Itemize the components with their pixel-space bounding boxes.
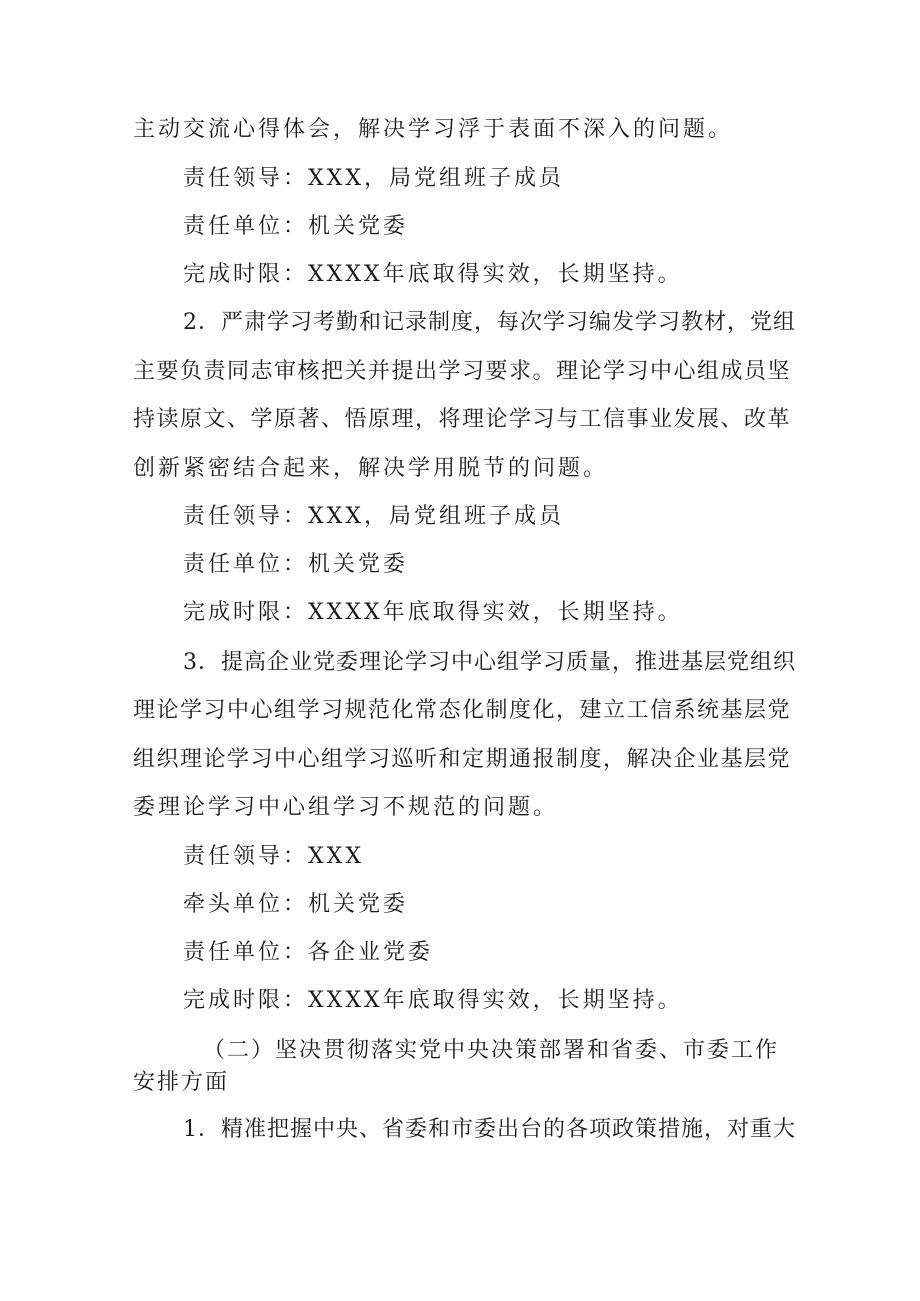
section-heading-cont: 安排方面 — [133, 1070, 230, 1095]
responsible-leader: 责任领导：XXX，局党组班子成员 — [183, 166, 564, 191]
responsible-leader: 责任领导：XXX，局党组班子成员 — [183, 504, 564, 529]
responsible-leader: 责任领导：XXX — [183, 844, 364, 869]
body-text-line: 持读原文、学原著、悟原理，将理论学习与工信事业发展、改革 — [133, 407, 792, 432]
deadline: 完成时限：XXXX年底取得实效，长期坚持。 — [183, 600, 683, 625]
deadline: 完成时限：XXXX年底取得实效，长期坚持。 — [183, 262, 683, 287]
body-text-line: 组织理论学习中心组学习巡听和定期通报制度，解决企业基层党 — [133, 747, 792, 772]
body-text-line: 理论学习中心组学习规范化常态化制度化，建立工信系统基层党 — [133, 698, 792, 723]
responsible-unit: 责任单位：机关党委 — [183, 552, 409, 577]
responsible-unit: 责任单位：各企业党委 — [183, 940, 434, 965]
body-text-line: 主动交流心得体会，解决学习浮于表面不深入的问题。 — [133, 117, 734, 142]
body-text-line: 主要负责同志审核把关并提出学习要求。理论学习中心组成员坚 — [133, 359, 792, 384]
section-heading: （二）坚决贯彻落实党中央决策部署和省委、市委工作 — [203, 1038, 780, 1063]
body-text-line: 创新紧密结合起来，解决学用脱节的问题。 — [133, 456, 609, 481]
item-3-text: 3．提高企业党委理论学习中心组学习质量，推进基层党组织 — [183, 650, 796, 675]
responsible-unit: 责任单位：机关党委 — [183, 214, 409, 239]
item-2-text: 2．严肃学习考勤和记录制度，每次学习编发学习教材，党组 — [183, 310, 796, 335]
body-text-line: 委理论学习中心组学习不规范的问题。 — [133, 795, 559, 820]
item-1-text: 1．精准把握中央、省委和市委出台的各项政策措施，对重大 — [183, 1117, 796, 1142]
lead-unit: 牵头单位：机关党委 — [183, 892, 409, 917]
deadline: 完成时限：XXXX年底取得实效，长期坚持。 — [183, 988, 683, 1013]
